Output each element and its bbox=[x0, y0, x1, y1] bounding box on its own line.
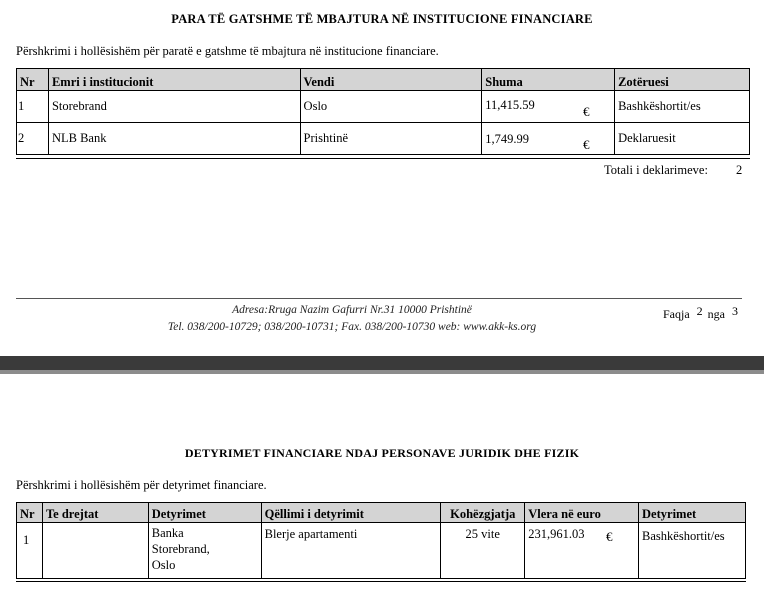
cell-nr: 1 bbox=[17, 523, 43, 579]
header-institution: Emri i institucionit bbox=[48, 69, 300, 91]
page1-description: Përshkrimi i hollësishëm për paratë e gatshme të mbajtura në institucione financiare. bbox=[16, 44, 439, 58]
cell-institution: Storebrand bbox=[48, 91, 300, 123]
cell-country: Oslo bbox=[300, 91, 482, 123]
creditor-line: Oslo bbox=[151, 558, 176, 572]
table-row bbox=[17, 123, 750, 155]
footer-divider bbox=[16, 298, 742, 299]
footer-contacts: Tel. 038/200-10729; 038/200-10731; Fax. 038/200-10730 web: www.akk-ks.org bbox=[167, 321, 537, 333]
footer-address: Adresa:Rruga Nazim Gafurri Nr.31 10000 Prishtinë bbox=[232, 304, 472, 316]
euro-symbol: € bbox=[583, 137, 590, 152]
page-of: nga bbox=[707, 307, 725, 321]
cell-nr: 1 bbox=[17, 91, 49, 123]
cell-institution: NLB Bank bbox=[48, 123, 300, 155]
table-bottom-rule bbox=[16, 581, 746, 582]
cell-value: 231,961.03 bbox=[525, 523, 639, 579]
page-gap-shadow bbox=[0, 370, 764, 374]
header-value: Vlera në euro bbox=[525, 503, 639, 523]
euro-symbol: € bbox=[583, 104, 590, 119]
cell-owner: Bashkëshortit/es bbox=[639, 523, 746, 579]
header-purpose: Qëllimi i detyrimit bbox=[261, 503, 441, 523]
table-bottom-rule bbox=[16, 158, 750, 159]
cell-amount: 1,749.99 bbox=[482, 123, 615, 155]
cell-rights bbox=[42, 523, 148, 579]
cell-amount: 11,415.59 bbox=[482, 91, 615, 123]
header-nr: Nr bbox=[17, 503, 43, 523]
header-country: Vendi bbox=[300, 69, 482, 91]
header-owner: Detyrimet bbox=[639, 503, 746, 523]
header-nr: Nr bbox=[17, 69, 49, 91]
header-liabilities: Detyrimet bbox=[148, 503, 261, 523]
table-row bbox=[17, 91, 750, 123]
page-gap bbox=[0, 356, 764, 370]
creditor-line: Banka bbox=[151, 526, 184, 540]
cell-owner: Bashkëshortit/es bbox=[615, 91, 750, 123]
page2-title: DETYRIMET FINANCIARE NDAJ PERSONAVE JURIDIK DHE FIZIK bbox=[184, 446, 580, 460]
header-amount: Shuma bbox=[482, 69, 615, 91]
total-value: 2 bbox=[736, 163, 743, 177]
cash-table bbox=[16, 68, 750, 155]
cell-country: Prishtinë bbox=[300, 123, 482, 155]
cell-creditor bbox=[148, 523, 261, 579]
page-label: Faqja bbox=[663, 307, 690, 321]
header-rights: Te drejtat bbox=[42, 503, 148, 523]
header-owner: Zotëruesi bbox=[615, 69, 750, 91]
page-indicator bbox=[663, 304, 738, 322]
euro-symbol: € bbox=[606, 529, 613, 544]
cell-duration: 25 vite bbox=[441, 523, 525, 579]
creditor-line: Storebrand, bbox=[151, 542, 210, 556]
cell-owner: Deklaruesit bbox=[615, 123, 750, 155]
table-row bbox=[17, 523, 746, 579]
page2-description: Përshkrimi i hollësishëm për detyrimet financiare. bbox=[16, 478, 267, 492]
page1-title: PARA TË GATSHME TË MBAJTURA NË INSTITUCIONE FINANCIARE bbox=[171, 12, 593, 26]
page-number: 2 bbox=[696, 304, 703, 318]
header-duration: Kohëzgjatja bbox=[441, 503, 525, 523]
cell-purpose: Blerje apartamenti bbox=[261, 523, 441, 579]
cell-nr: 2 bbox=[17, 123, 49, 155]
liabilities-table bbox=[16, 502, 746, 579]
cash-table-header bbox=[17, 69, 750, 91]
page-total: 3 bbox=[732, 304, 738, 318]
total-label: Totali i deklarimeve: bbox=[604, 163, 708, 177]
liabilities-table-header bbox=[17, 503, 746, 523]
